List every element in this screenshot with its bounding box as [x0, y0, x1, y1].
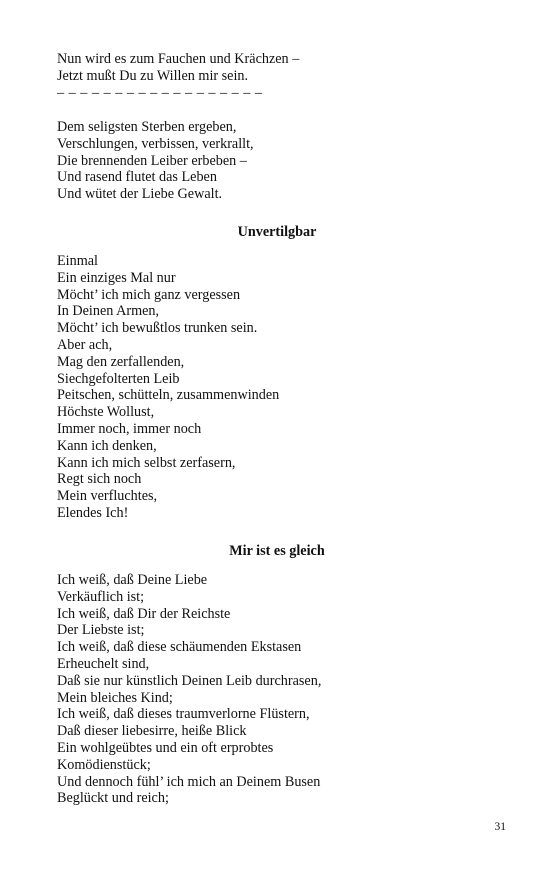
- verse-line: Nun wird es zum Fauchen und Krächzen –: [57, 51, 300, 67]
- verse-line: Ich weiß, daß diese schäumenden Ekstasen: [57, 639, 302, 656]
- verse-line: Möcht’ ich bewußtlos trunken sein.: [57, 320, 258, 337]
- verse-line: Verschlungen, verbissen, verkrallt,: [57, 135, 254, 152]
- verse-line: Mein verfluchtes,: [57, 488, 158, 505]
- verse-line: Daß dieser liebesirre, heiße Blick: [57, 723, 247, 740]
- verse-line: Der Liebste ist;: [57, 622, 145, 639]
- verse-line: Mag den zerfallenden,: [57, 353, 185, 370]
- verse-line: Mein bleiches Kind;: [57, 689, 173, 706]
- verse-line: Komödienstück;: [57, 756, 151, 773]
- verse-line: Höchste Wollust,: [57, 404, 155, 421]
- verse-line: Beglückt und reich;: [57, 790, 169, 807]
- verse-line: Aber ach,: [57, 336, 113, 353]
- verse-line: Und rasend flutet das Leben: [57, 169, 217, 186]
- dash-separator: – – – – – – – – – – – – – – – – – –: [57, 84, 263, 101]
- verse-line: Die brennenden Leiber erbeben –: [57, 152, 247, 169]
- verse-line: Immer noch, immer noch: [57, 420, 202, 437]
- verse-line: Möcht’ ich mich ganz vergessen: [57, 286, 241, 303]
- verse-line: Und wütet der Liebe Gewalt.: [57, 186, 223, 203]
- verse-line: Verkäuflich ist;: [57, 588, 145, 605]
- verse-line: Ich weiß, daß Dir der Reichste: [57, 605, 231, 622]
- verse-line: Ein einziges Mal nur: [57, 269, 176, 286]
- stanza-closing: [57, 119, 497, 203]
- page-number: 31: [494, 821, 506, 833]
- stanza-continuation: [57, 51, 497, 101]
- verse-line: Und dennoch fühl’ ich mich an Deinem Busen: [57, 773, 321, 790]
- verse-line: Kann ich denken,: [57, 437, 157, 454]
- verse-line: Peitschen, schütteln, zusammenwinden: [57, 387, 280, 404]
- poem-mir-ist-es-gleich: [57, 572, 497, 807]
- verse-line: Ich weiß, daß dieses traumverlorne Flüstern,: [57, 706, 310, 723]
- verse-line: In Deinen Armen,: [57, 303, 160, 320]
- poem-title-mir-ist-es-gleich: Mir ist es gleich: [229, 543, 325, 559]
- verse-line: Erheuchelt sind,: [57, 655, 150, 672]
- verse-line: Ich weiß, daß Deine Liebe: [57, 572, 208, 588]
- verse-line: Daß sie nur künstlich Deinen Leib durchrasen,: [57, 672, 322, 689]
- verse-line: Siechgefolterten Leib: [57, 370, 180, 387]
- poem-unvertilgbar: [57, 253, 497, 522]
- verse-line: Regt sich noch: [57, 471, 142, 488]
- verse-line: Elendes Ich!: [57, 504, 129, 521]
- poem-title-unvertilgbar: Unvertilgbar: [237, 224, 317, 240]
- verse-line: Dem seligsten Sterben ergeben,: [57, 119, 237, 135]
- verse-line: Ein wohlgeübtes und ein oft erprobtes: [57, 739, 274, 756]
- verse-line: Einmal: [57, 253, 98, 269]
- verse-line: Kann ich mich selbst zerfasern,: [57, 454, 236, 471]
- verse-line: Jetzt mußt Du zu Willen mir sein.: [57, 67, 249, 84]
